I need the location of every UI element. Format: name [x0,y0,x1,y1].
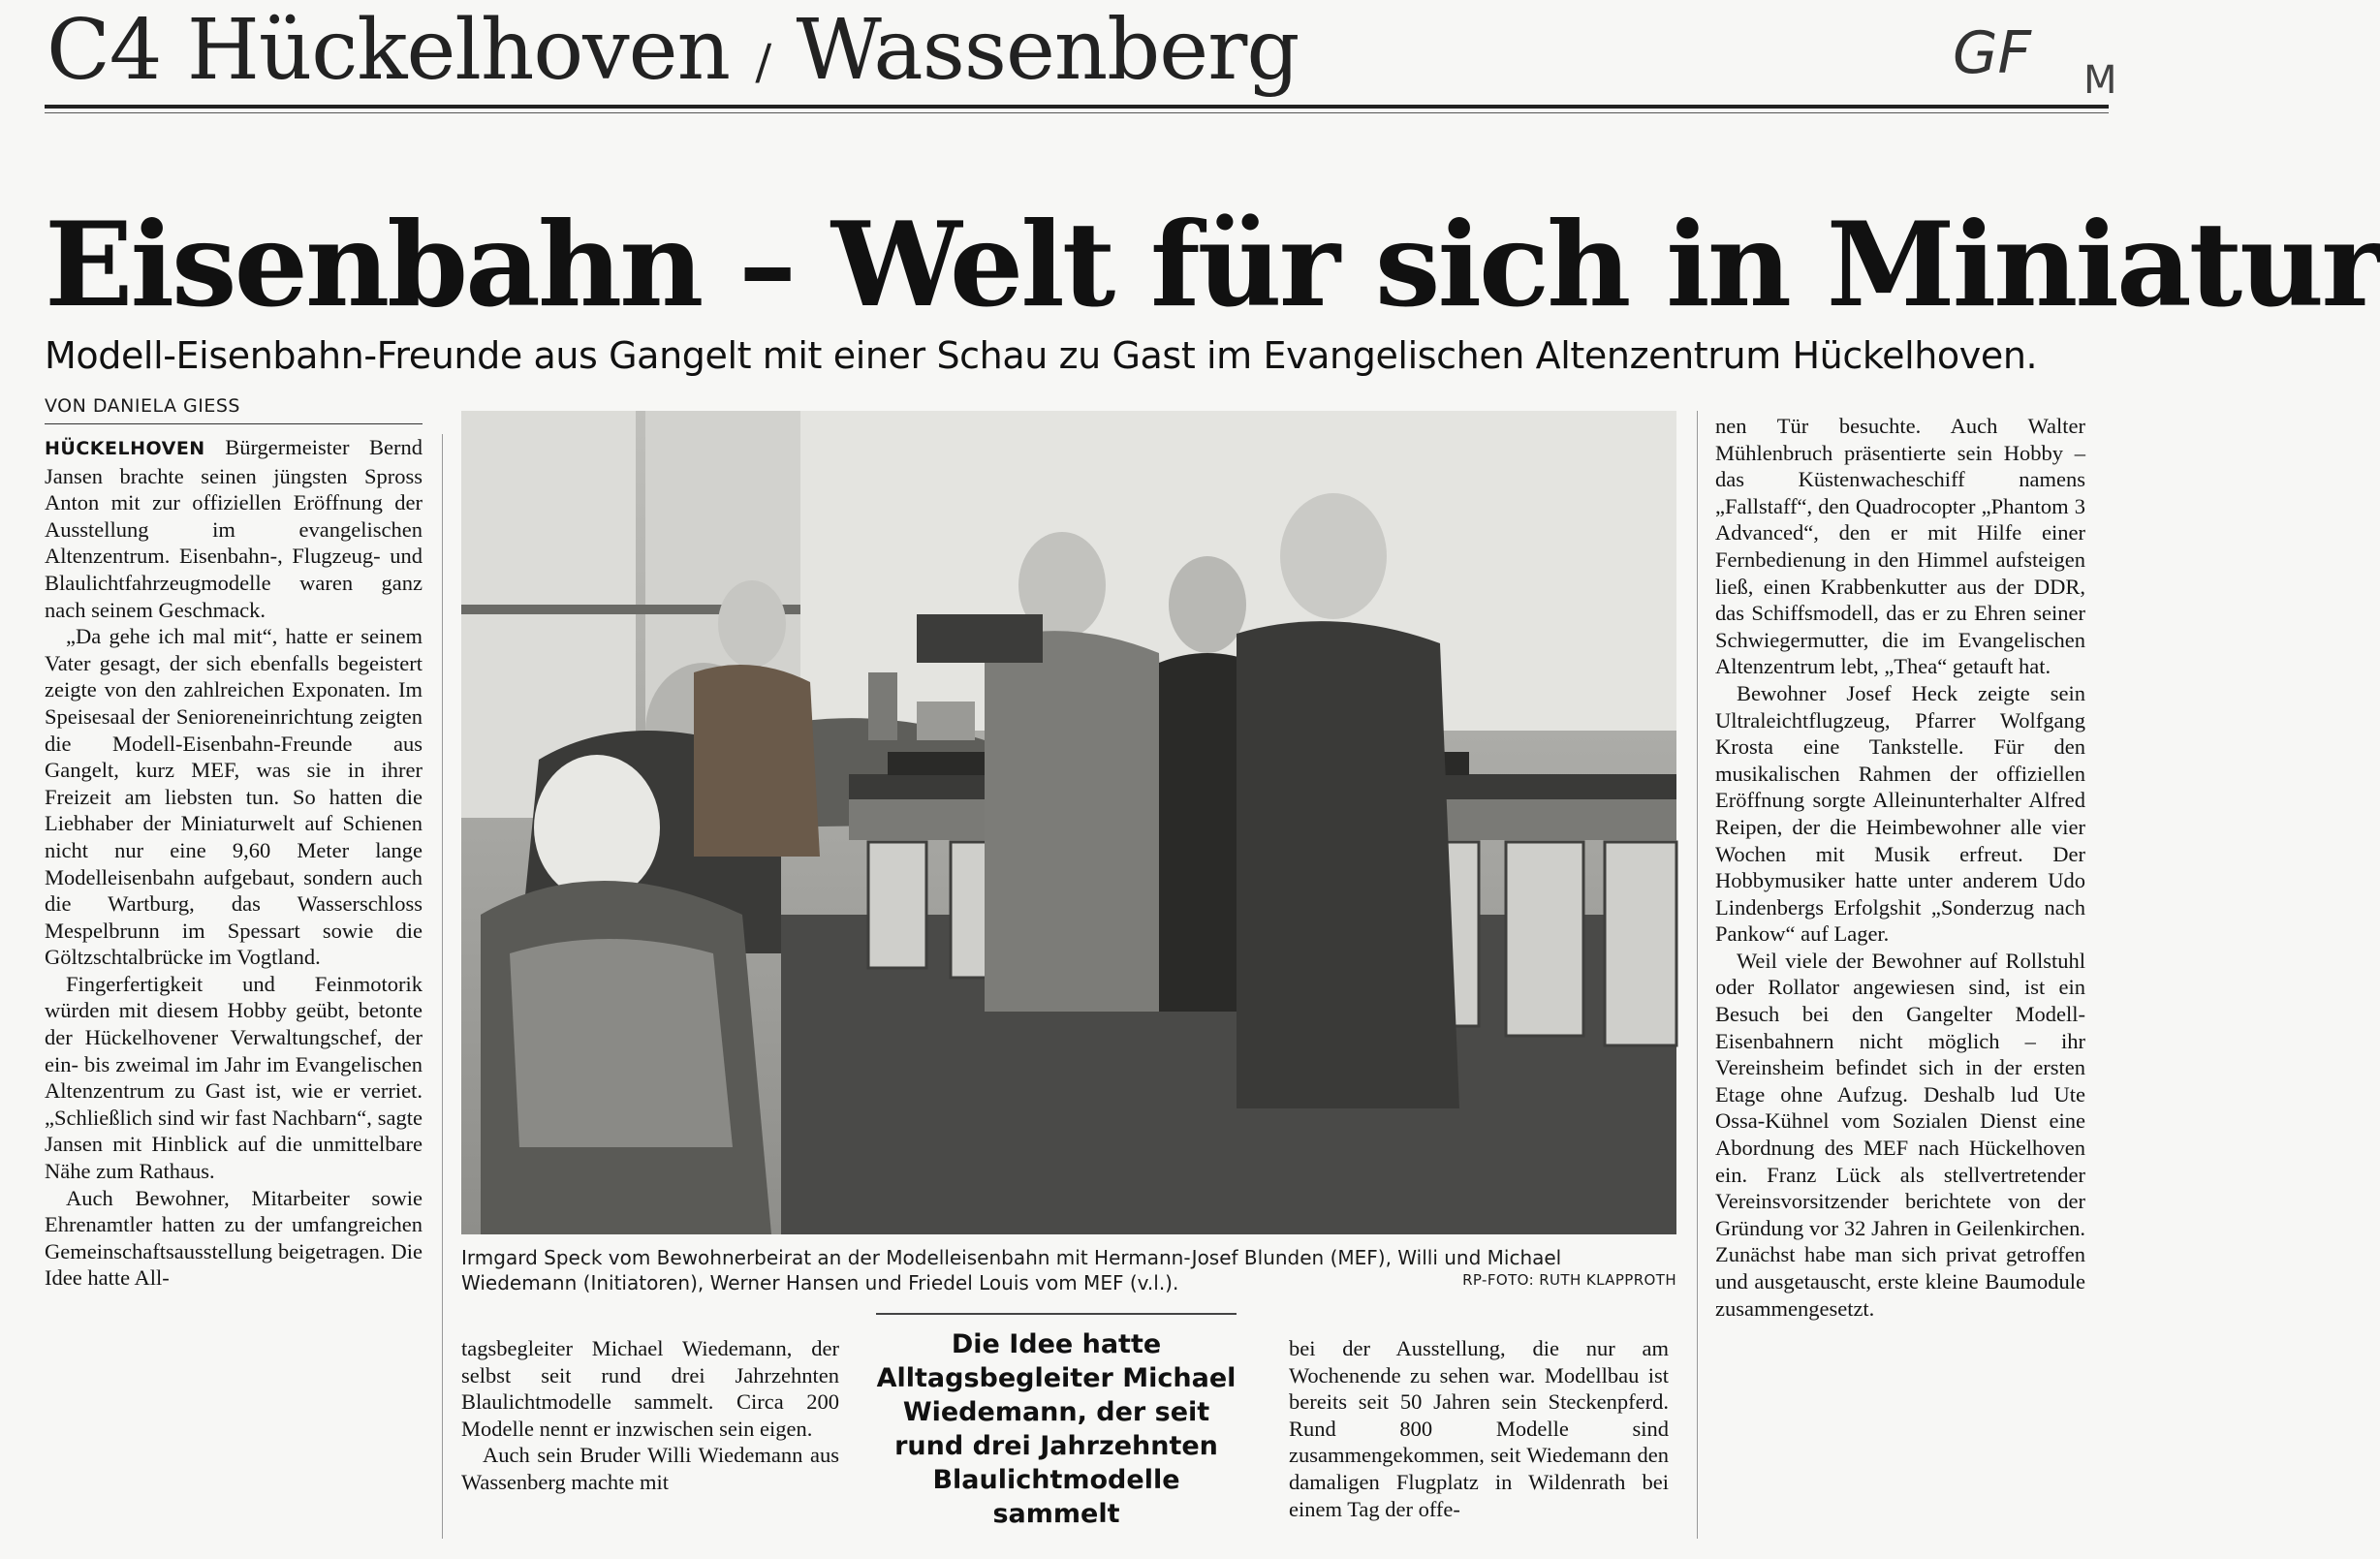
section-subtitle: Wassenberg [796,2,1300,99]
paragraph: nen Tür besuchte. Auch Walter Mühlenbruch präsentierte sein Hobby – das Küstenwacheschiff namens „Fallstaff“, den Quadrocopter „Phantom 3 Advanced“, den er mit Hilfe einer Fernbedienung in den Himmel aufsteigen ließ, einen Krabbenkutter aus der DDR, das Schiffsmodell, das er zu Ehren seiner Schwiegermutter, die im Evangelischen Altenzentrum lebt, „Thea“ getauft hat. [1715,414,2085,679]
article-column-1 [45,434,423,1292]
headline: Eisenbahn – Welt für sich in Miniatur [45,197,2380,333]
article-column-3 [1289,1335,1669,1522]
paragraph [45,434,423,623]
paragraph: tagsbegleiter Michael Wiedemann, der selbst seit rund drei Jahrzehnten Blaulichtmodelle sammelt. Circa 200 Modelle nennt er inzwischen sein eigen. [461,1336,839,1441]
paragraph: Auch Bewohner, Mitarbeiter sowie Ehrenamtler hatten zu der umfangreichen Gemeinschaftsausstellung beigetragen. Die Idee hatte All- [45,1185,423,1291]
handwritten-note: GF [1953,19,2032,87]
article-column-2 [461,1335,839,1496]
paragraph: Auch sein Bruder Willi Wiedemann aus Wassenberg machte mit [461,1443,839,1494]
paragraph: „Da gehe ich mal mit“, hatte er seinem Vater gesagt, der sich ebenfalls begeistert zeigte von den zahlreichen Exponaten. Im Speisesaal der Senioreneinrichtung zeigten die Modell-Eisenbahn-Freunde aus Gangelt, kurz MEF, was sie in ihrer Freizeit am liebsten tun. So hatten die Liebhaber der Miniaturwelt auf Schienen nicht nur eine 9,60 Meter lange Modelleisenbahn aufgebaut, sondern auch die Wartburg, das Wasserschloss Mespelbrunn im Spessart sowie die Göltzschtalbrücke im Vogtland. [45,624,423,970]
paragraph: Weil viele der Bewohner auf Rollstuhl oder Rollator angewiesen sind, ist ein Besuch bei den Gangelter Modell-Eisenbahnern nicht möglich – ihr Vereinsheim befindet sich in der ersten Etage ohne Aufzug. Deshalb lud Ute Ossa-Kühnel vom Sozialen Dienst eine Abordnung des MEF nach Hückelhoven ein. Franz Lück als stellvertretender Vereinsvorsitzender berichtete von der Gründung vor 32 Jahren in Geilenkirchen. Zunächst habe man sich privat getroffen und ausgetauscht, erste kleine Baumodule zusammengesetzt. [1715,948,2085,1321]
paragraph: Fingerfertigkeit und Feinmotorik würden mit diesem Hobby geübt, betonte der Hückelhovener Verwaltungschef, der ein- bis zweimal im Jahr im Evangelischen Altenzentrum zu Gast ist, wie er verriet. „Schließlich sind wir fast Nachbarn“, sagte Jansen mit Hinblick auf die unmittelbare Nähe zum Rathaus. [45,971,423,1184]
page-number: C4 [47,2,162,99]
pullquote-rule [876,1313,1237,1315]
subheadline: Modell-Eisenbahn-Freunde aus Gangelt mit einer Schau zu Gast im Evangelischen Altenzentrum Hückelhoven. [45,334,2038,377]
section-title: Hückelhoven [186,2,730,99]
header-rule-thin [45,112,2109,113]
pullquote: Die Idee hatte Alltagsbegleiter Michael Wiedemann, der seit rund drei Jahrzehnten Blaulichtmodelle sammelt [876,1329,1237,1529]
article-photo [461,411,1676,1234]
photo-illustration [461,411,1676,1234]
photo-caption: Irmgard Speck vom Bewohnerbeirat an der Modelleisenbahn mit Hermann-Josef Blunden (MEF), Willi und Michael Wiedemann (Initiatoren), Werner Hansen und Friedel Louis vom MEF (v.l.). [461,1246,1562,1294]
column-rule [1697,411,1698,1539]
paragraph-text: Bürgermeister Bernd Jansen brachte seinen jüngsten Spross Anton mit zur offiziellen Eröffnung der Ausstellung im evangelischen Altenzentrum. Eisenbahn-, Flugzeug- und Blaulichtfahrzeugmodelle waren ganz nach seinem Geschmack. [45,435,423,622]
dateline: HÜCKELHOVEN [45,438,205,459]
article-column-4 [1715,413,2085,1322]
paragraph: bei der Ausstellung, die nur am Wochenende zu sehen war. Modellbau ist bereits seit 50 Jahren sein Steckenpferd. Rund 800 Modelle sind zusammengekommen, seit Wiedemann den damaligen Flugplatz in Wildenrath bei einem Tag der offe- [1289,1336,1669,1521]
byline-rule [45,423,423,424]
header-rule [45,105,2109,109]
edge-letter: M [2083,58,2117,103]
byline: VON DANIELA GIESS [45,395,240,417]
paragraph: Bewohner Josef Heck zeigte sein Ultraleichtflugzeug, Pfarrer Wolfgang Krosta eine Tankstelle. Für den musikalischen Rahmen der offiziellen Eröffnung sorgte Alleinunterhalter Alfred Reipen, der die Heimbewohner alle vier Wochen mit Musik erfreut. Der Hobbymusiker hatte unter anderem Udo Lindenbergs Erfolgshit „Sonderzug nach Pankow“ auf Lager. [1715,680,2085,947]
column-rule [442,434,443,1539]
section-separator: / [755,34,771,90]
section-header [47,4,1299,109]
photo-credit: RP-FOTO: RUTH KLAPPROTH [1462,1271,1676,1289]
